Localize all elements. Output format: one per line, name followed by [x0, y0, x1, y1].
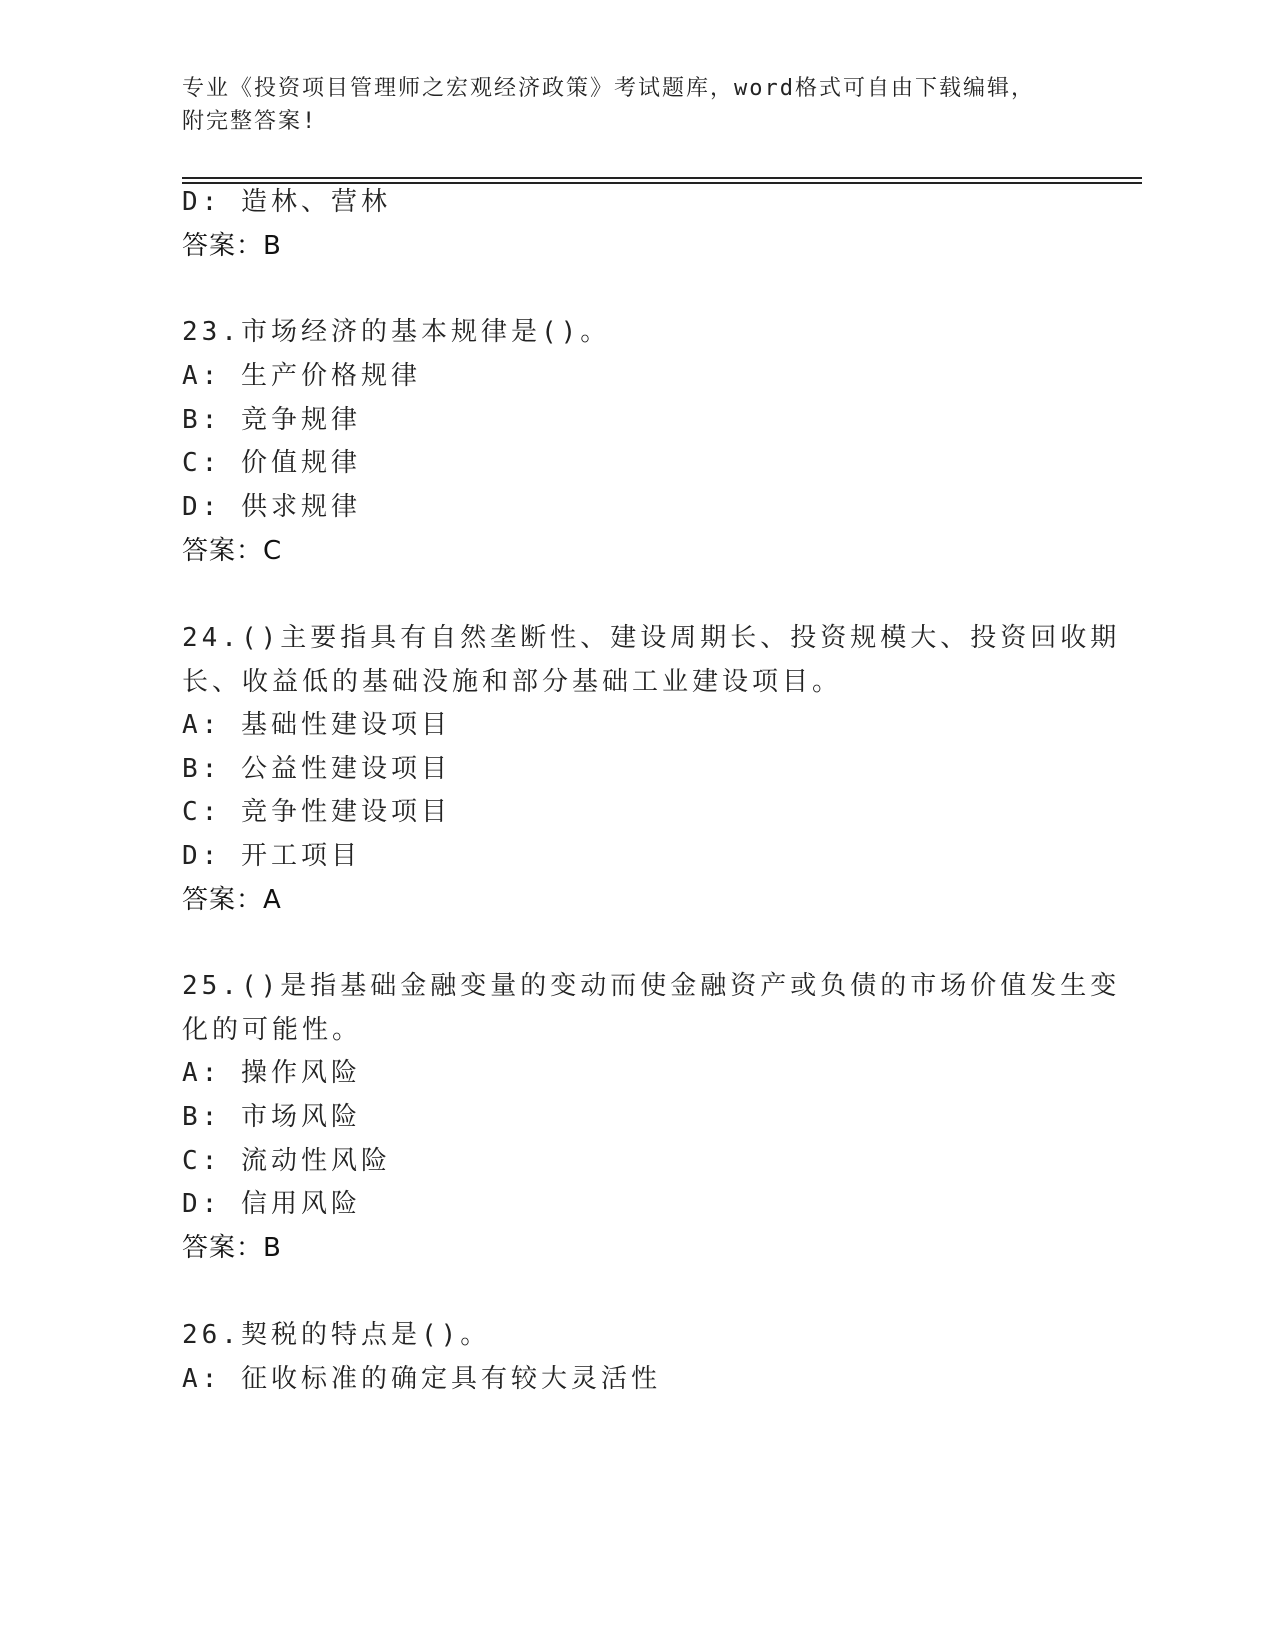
q25-stem-line-1: 25.()是指基础金融变量的变动而使金融资产或负债的市场价值发生变 [182, 971, 1121, 1001]
header-line-2: 附完整答案! [182, 109, 318, 134]
q24-stem-line-1: 24.()主要指具有自然垄断性、建设周期长、投资规模大、投资回收期 [182, 623, 1121, 653]
q24-option-d: D: 开工项目 [182, 841, 361, 871]
q24-stem-line-2: 长、收益低的基础没施和部分基础工业建设项目。 [182, 667, 843, 697]
q24-option-a: A: 基础性建设项目 [182, 710, 451, 740]
q25-option-a: A: 操作风险 [182, 1058, 361, 1088]
q26-stem: 26.契税的特点是()。 [182, 1320, 491, 1350]
q23-option-a: A: 生产价格规律 [182, 361, 421, 391]
q23-answer: 答案：C [182, 536, 283, 566]
q22-answer: 答案：B [182, 231, 282, 261]
q22-option-d: D: 造林、营林 [182, 187, 391, 217]
q23-option-c: C: 价值规律 [182, 448, 361, 478]
q25-option-c: C: 流动性风险 [182, 1146, 391, 1176]
q26-option-a: A: 征收标准的确定具有较大灵活性 [182, 1364, 661, 1394]
q24-option-b: B: 公益性建设项目 [182, 754, 451, 784]
document-header [182, 72, 1062, 138]
q25-option-d: D: 信用风险 [182, 1189, 361, 1219]
q25-answer: 答案：B [182, 1233, 282, 1263]
header-line-1: 专业《投资项目管理师之宏观经济政策》考试题库，word格式可自由下载编辑， [182, 76, 1035, 101]
q25-stem-line-2: 化的可能性。 [182, 1015, 363, 1045]
q23-stem: 23.市场经济的基本规律是()。 [182, 317, 611, 347]
q24-option-c: C: 竞争性建设项目 [182, 797, 451, 827]
q24-answer: 答案：A [182, 885, 282, 915]
q25-option-b: B: 市场风险 [182, 1102, 361, 1132]
header-divider-top [182, 177, 1142, 179]
q23-option-d: D: 供求规律 [182, 492, 361, 522]
q23-option-b: B: 竞争规律 [182, 405, 361, 435]
